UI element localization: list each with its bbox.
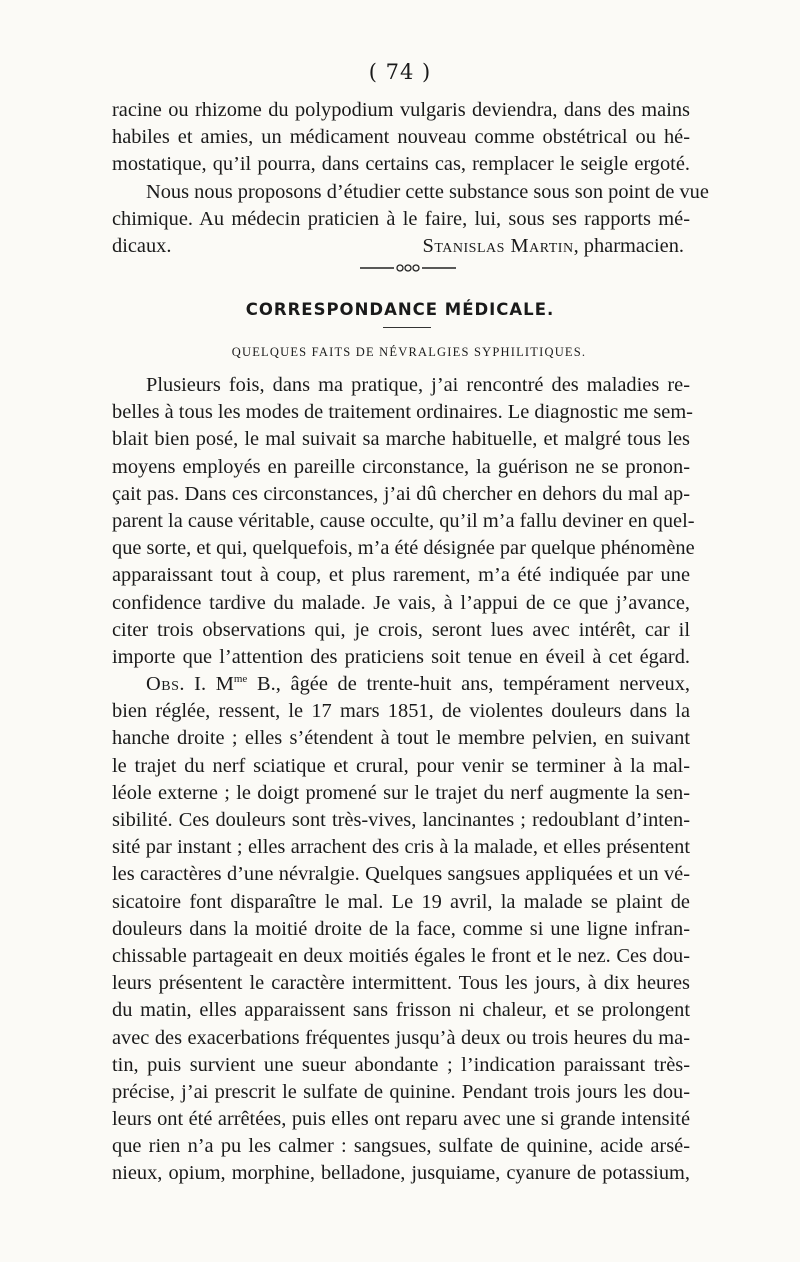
page-number: ( 74 ) bbox=[368, 60, 432, 84]
text-line: sibilité. Ces douleurs sont très-vives, lancinantes ; redoublant d’inten- bbox=[112, 809, 690, 831]
text-line: Plusieurs fois, dans ma pratique, j’ai rencontré des maladies re- bbox=[146, 374, 690, 396]
text-line: les caractères d’une névralgie. Quelques sangsues appliquées et un vé- bbox=[112, 863, 690, 886]
signature bbox=[423, 233, 690, 260]
signature-line bbox=[112, 233, 690, 260]
text-line: Nous nous proposons d’étudier cette substance sous son point de vue bbox=[146, 180, 709, 203]
signature-lead: dicaux. bbox=[112, 234, 172, 257]
text-line: sité par instant ; elles arrachent des cris à la malade, et elles présentent bbox=[112, 836, 690, 859]
text-line: çait pas. Dans ces circonstances, j’ai dû chercher en dehors du mal ap- bbox=[112, 482, 690, 505]
section-title: CORRESPONDANCE MÉDICALE. bbox=[245, 300, 555, 319]
text-line: le trajet du nerf sciatique et crural, pour venir se terminer à la mal- bbox=[112, 754, 690, 777]
obs-label: Obs bbox=[146, 673, 180, 696]
text-line: belles à tous les modes de traitement ordinaires. Le diagnostic me sem- bbox=[112, 401, 693, 424]
text-line: blait bien posé, le mal suivait sa marche habituelle, et malgré tous les bbox=[112, 428, 690, 451]
text-line: leurs ont été arrêtées, puis elles ont reparu avec une si grande intensité bbox=[112, 1108, 690, 1131]
text-line: citer trois observations qui, je crois, seront lues avec intérêt, car il bbox=[112, 618, 690, 641]
text-line: moyens employés en pareille circonstance, la guérison ne se pronon- bbox=[112, 455, 690, 478]
text-line: chimique. Au médecin praticien à le faire, lui, sous ses rapports mé- bbox=[112, 207, 690, 230]
obs-text: B., âgée de trente-huit ans, tempérament nerveux, bbox=[247, 673, 691, 696]
text-line: chissable partageait en deux moitiés égales le front et le nez. Ces dou- bbox=[112, 944, 690, 967]
text-line: douleurs dans la moitié droite de la face, comme si une ligne infran- bbox=[112, 917, 690, 940]
article-continuation bbox=[112, 97, 709, 260]
text-line: habiles et amies, un médicament nouveau comme obstétrical ou hé- bbox=[112, 126, 690, 149]
text-line: nieux, opium, morphine, belladone, jusquiame, cyanure de potassium, bbox=[112, 1162, 690, 1185]
text-line: que rien n’a pu les calmer : sangsues, sulfate de quinine, acide arsé- bbox=[112, 1135, 690, 1158]
title-rule bbox=[383, 327, 431, 328]
text-line: mostatique, qu’il pourra, dans certains cas, remplacer le seigle ergoté. bbox=[112, 153, 690, 176]
obs-number: . I. M bbox=[179, 673, 234, 696]
text-line: confidence tardive du malade. Je vais, à l’appui de ce que j’avance, bbox=[112, 591, 690, 614]
text-line: précise, j’ai prescrit le sulfate de quinine. Pendant trois jours les dou- bbox=[112, 1080, 690, 1103]
text-line: sicatoire font disparaître le mal. Le 19 avril, la malade se plaint de bbox=[112, 890, 690, 913]
ornament-divider-icon bbox=[360, 262, 456, 274]
observation-heading bbox=[112, 671, 690, 698]
text-line: tin, puis survient une sueur abondante ; l’indication paraissant très- bbox=[112, 1053, 690, 1076]
text-line: apparaissant tout à coup, et plus rarement, m’a été indiquée par une bbox=[112, 564, 690, 587]
author-name: Stanislas Martin bbox=[422, 234, 574, 257]
text-line: importe que l’attention des praticiens soit tenue en éveil à cet égard. bbox=[112, 645, 690, 668]
author-role: , pharmacien. bbox=[573, 234, 684, 257]
text-line: que sorte, et qui, quelquefois, m’a été désignée par quelque phénomène bbox=[112, 537, 695, 560]
article-body bbox=[112, 372, 695, 1188]
obs-title-sup: me bbox=[233, 673, 248, 686]
text-line: du matin, elles apparaissent sans frisson ni chaleur, et se prolongent bbox=[112, 999, 690, 1022]
article-subtitle: QUELQUES FAITS DE NÉVRALGIES SYPHILITIQUES. bbox=[231, 345, 587, 359]
text-line: bien réglée, ressent, le 17 mars 1851, de violentes douleurs dans la bbox=[112, 700, 690, 723]
text-line: parent la cause véritable, cause occulte, qu’il m’a fallu deviner en quel- bbox=[112, 509, 695, 532]
text-line: avec des exacerbations fréquentes jusqu’à deux ou trois heures du ma- bbox=[112, 1026, 690, 1049]
text-line: léole externe ; le doigt promené sur le trajet du nerf augmente la sen- bbox=[112, 781, 690, 804]
text-line: leurs présentent le caractère intermittent. Tous les jours, à dix heures bbox=[112, 972, 690, 995]
text-line: hanche droite ; elles s’étendent à tout le membre pelvien, en suivant bbox=[112, 727, 690, 750]
text-line: racine ou rhizome du polypodium vulgaris deviendra, dans des mains bbox=[112, 99, 690, 121]
